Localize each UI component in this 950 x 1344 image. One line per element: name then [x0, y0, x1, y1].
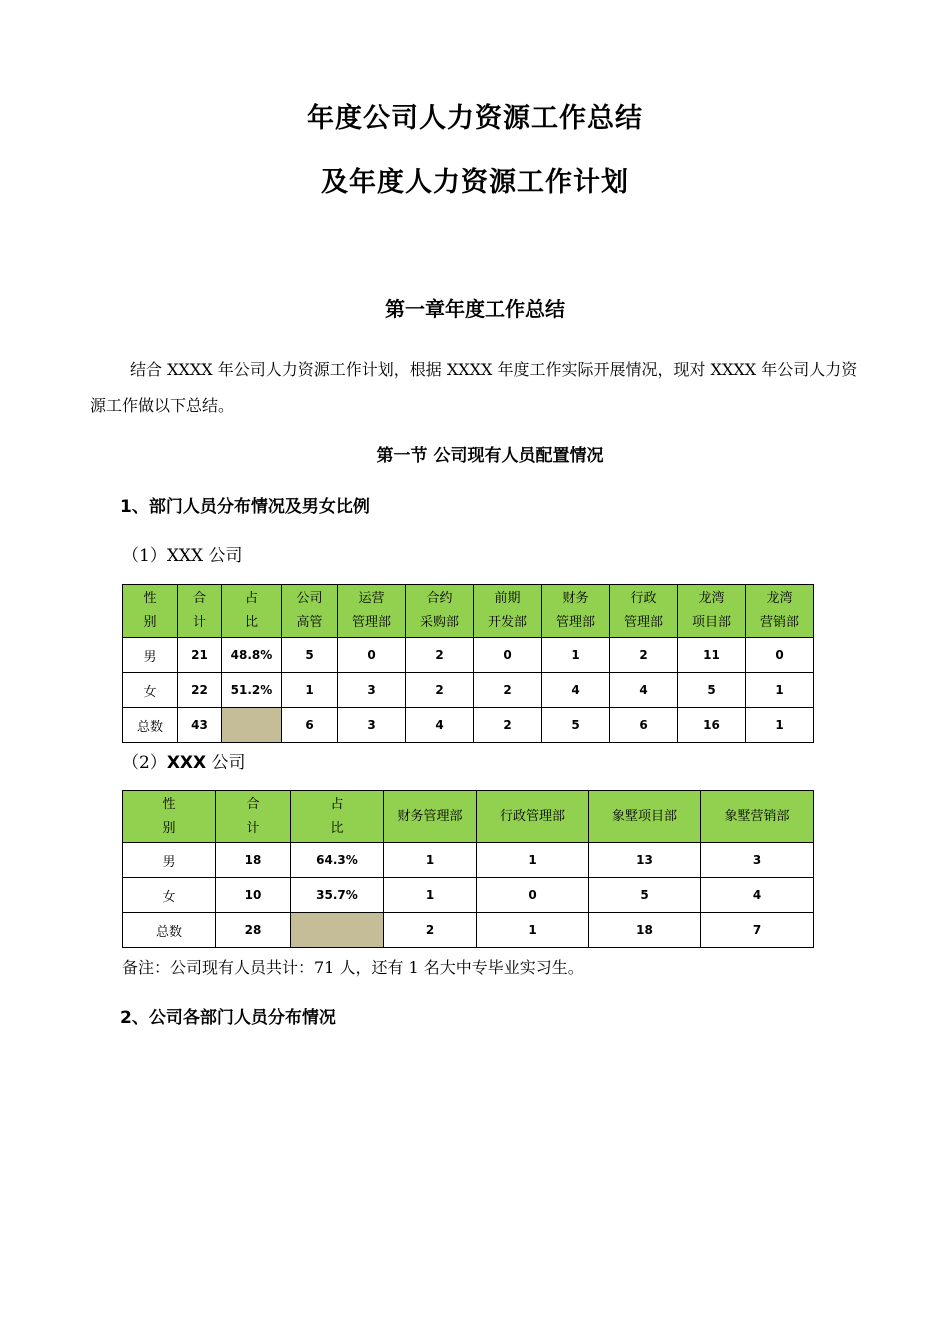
- table-cell: 28: [216, 913, 291, 948]
- table-cell: 2: [406, 673, 474, 708]
- column-header: [222, 585, 282, 638]
- table-row: [123, 673, 814, 708]
- column-header: [477, 791, 589, 843]
- company2-staff-table: [122, 790, 814, 948]
- table-cell: 13: [589, 843, 701, 878]
- table-cell: 1: [477, 843, 589, 878]
- table-cell: 1: [384, 878, 477, 913]
- table-cell: 6: [610, 708, 678, 743]
- header-text: 性: [162, 796, 176, 812]
- table-row: [123, 913, 814, 948]
- table-cell: 5: [589, 878, 701, 913]
- table-row: [123, 638, 814, 673]
- header-text: 合: [192, 591, 206, 606]
- table-cell: 1: [542, 638, 610, 673]
- table-row: [123, 878, 814, 913]
- header-text: 象墅项目部: [611, 808, 677, 824]
- heading-department-distribution: 1、部门人员分布情况及男女比例: [120, 497, 370, 517]
- table-cell: 2: [474, 708, 542, 743]
- column-header: [338, 585, 406, 638]
- row-label: 男: [123, 638, 178, 673]
- header-text: 管理部: [555, 615, 595, 630]
- table-cell: 35.7%: [291, 878, 384, 913]
- table-cell: 21: [178, 638, 222, 673]
- column-header: [746, 585, 814, 638]
- table-cell: 0: [338, 638, 406, 673]
- column-header: [406, 585, 474, 638]
- table-cell: 11: [678, 638, 746, 673]
- table-cell: 4: [701, 878, 814, 913]
- header-text: 高管: [296, 615, 323, 630]
- table-cell: 18: [216, 843, 291, 878]
- header-text: 别: [162, 820, 176, 836]
- heading-department-staff: 2、公司各部门人员分布情况: [120, 1008, 336, 1028]
- table-cell: 2: [610, 638, 678, 673]
- company2-name: XXX: [166, 753, 207, 773]
- table-cell: 1: [384, 843, 477, 878]
- table-cell: 48.8%: [222, 638, 282, 673]
- row-label: 总数: [123, 708, 178, 743]
- table-cell: 22: [178, 673, 222, 708]
- table-cell: 64.3%: [291, 843, 384, 878]
- header-text: 合约: [426, 591, 453, 606]
- table-cell: 4: [406, 708, 474, 743]
- header-text: 财务: [562, 591, 589, 606]
- column-header: [123, 791, 216, 843]
- staff-note: 备注：公司现有人员共计：71 人，还有 1 名大中专毕业实习生。: [122, 958, 584, 977]
- header-text: 营销部: [759, 615, 799, 630]
- column-header: [678, 585, 746, 638]
- table-cell: 2: [406, 638, 474, 673]
- document-title-line2: 及年度人力资源工作计划: [321, 167, 629, 198]
- header-text: 开发部: [487, 615, 527, 630]
- header-text: 采购部: [419, 615, 459, 630]
- header-text: 财务管理部: [397, 808, 463, 824]
- chapter-heading: 第一章年度工作总结: [385, 297, 565, 321]
- column-header: [291, 791, 384, 843]
- table-cell: 51.2%: [222, 673, 282, 708]
- table-row: [123, 708, 814, 743]
- table-cell: 5: [282, 638, 338, 673]
- table-cell: 2: [474, 673, 542, 708]
- column-header: [474, 585, 542, 638]
- column-header: [178, 585, 222, 638]
- table-cell: 43: [178, 708, 222, 743]
- header-text: 占: [330, 796, 344, 812]
- table-cell: [291, 913, 384, 948]
- column-header: [384, 791, 477, 843]
- table-cell: 0: [477, 878, 589, 913]
- header-text: 行政: [630, 591, 657, 606]
- company2-prefix: （2）: [122, 753, 167, 773]
- header-text: 公司: [296, 591, 323, 606]
- table-cell: [222, 708, 282, 743]
- table-cell: 0: [746, 638, 814, 673]
- company2-suffix: 公司: [206, 753, 246, 773]
- column-header: [542, 585, 610, 638]
- company1-label: （1）XXX 公司: [122, 546, 243, 566]
- document-title-line1: 年度公司人力资源工作总结: [307, 103, 643, 134]
- table-cell: 1: [282, 673, 338, 708]
- table-cell: 3: [701, 843, 814, 878]
- table-cell: 16: [678, 708, 746, 743]
- header-text: 行政管理部: [499, 808, 565, 824]
- table-cell: 4: [610, 673, 678, 708]
- row-label: 总数: [123, 913, 216, 948]
- table-cell: 1: [477, 913, 589, 948]
- header-text: 性: [143, 591, 157, 606]
- header-text: 象墅营销部: [724, 808, 790, 824]
- header-text: 计: [192, 615, 206, 630]
- table-cell: 18: [589, 913, 701, 948]
- section-heading: 第一节 公司现有人员配置情况: [376, 446, 604, 466]
- row-label: 男: [123, 843, 216, 878]
- table-cell: 10: [216, 878, 291, 913]
- header-text: 占: [244, 591, 258, 606]
- header-text: 计: [246, 820, 260, 836]
- table-row: [123, 843, 814, 878]
- header-text: 比: [244, 615, 258, 630]
- table-cell: 6: [282, 708, 338, 743]
- company2-label: [122, 748, 246, 773]
- column-header: [610, 585, 678, 638]
- table-cell: 5: [542, 708, 610, 743]
- header-text: 项目部: [691, 615, 731, 630]
- table-cell: 1: [746, 708, 814, 743]
- table-cell: 4: [542, 673, 610, 708]
- table-cell: 3: [338, 708, 406, 743]
- column-header: [701, 791, 814, 843]
- header-text: 龙湾: [698, 591, 725, 606]
- header-text: 龙湾: [766, 591, 793, 606]
- header-text: 前期: [494, 591, 521, 606]
- header-text: 合: [246, 796, 260, 812]
- header-text: 比: [330, 820, 344, 836]
- header-text: 运营: [358, 591, 385, 606]
- table-cell: 5: [678, 673, 746, 708]
- table-cell: 7: [701, 913, 814, 948]
- company1-staff-table: [122, 584, 814, 743]
- header-text: 管理部: [351, 615, 391, 630]
- header-text: 别: [143, 615, 157, 630]
- column-header: [123, 585, 178, 638]
- intro-paragraph: 结合 XXXX 年公司人力资源工作计划，根据 XXXX 年度工作实际开展情况，现对 XXXX 年公司人力资源工作做以下总结。: [90, 360, 858, 415]
- row-label: 女: [123, 878, 216, 913]
- header-text: 管理部: [623, 615, 663, 630]
- table-cell: 0: [474, 638, 542, 673]
- table-cell: 1: [746, 673, 814, 708]
- table-cell: 3: [338, 673, 406, 708]
- column-header: [282, 585, 338, 638]
- column-header: [589, 791, 701, 843]
- column-header: [216, 791, 291, 843]
- table-cell: 2: [384, 913, 477, 948]
- row-label: 女: [123, 673, 178, 708]
